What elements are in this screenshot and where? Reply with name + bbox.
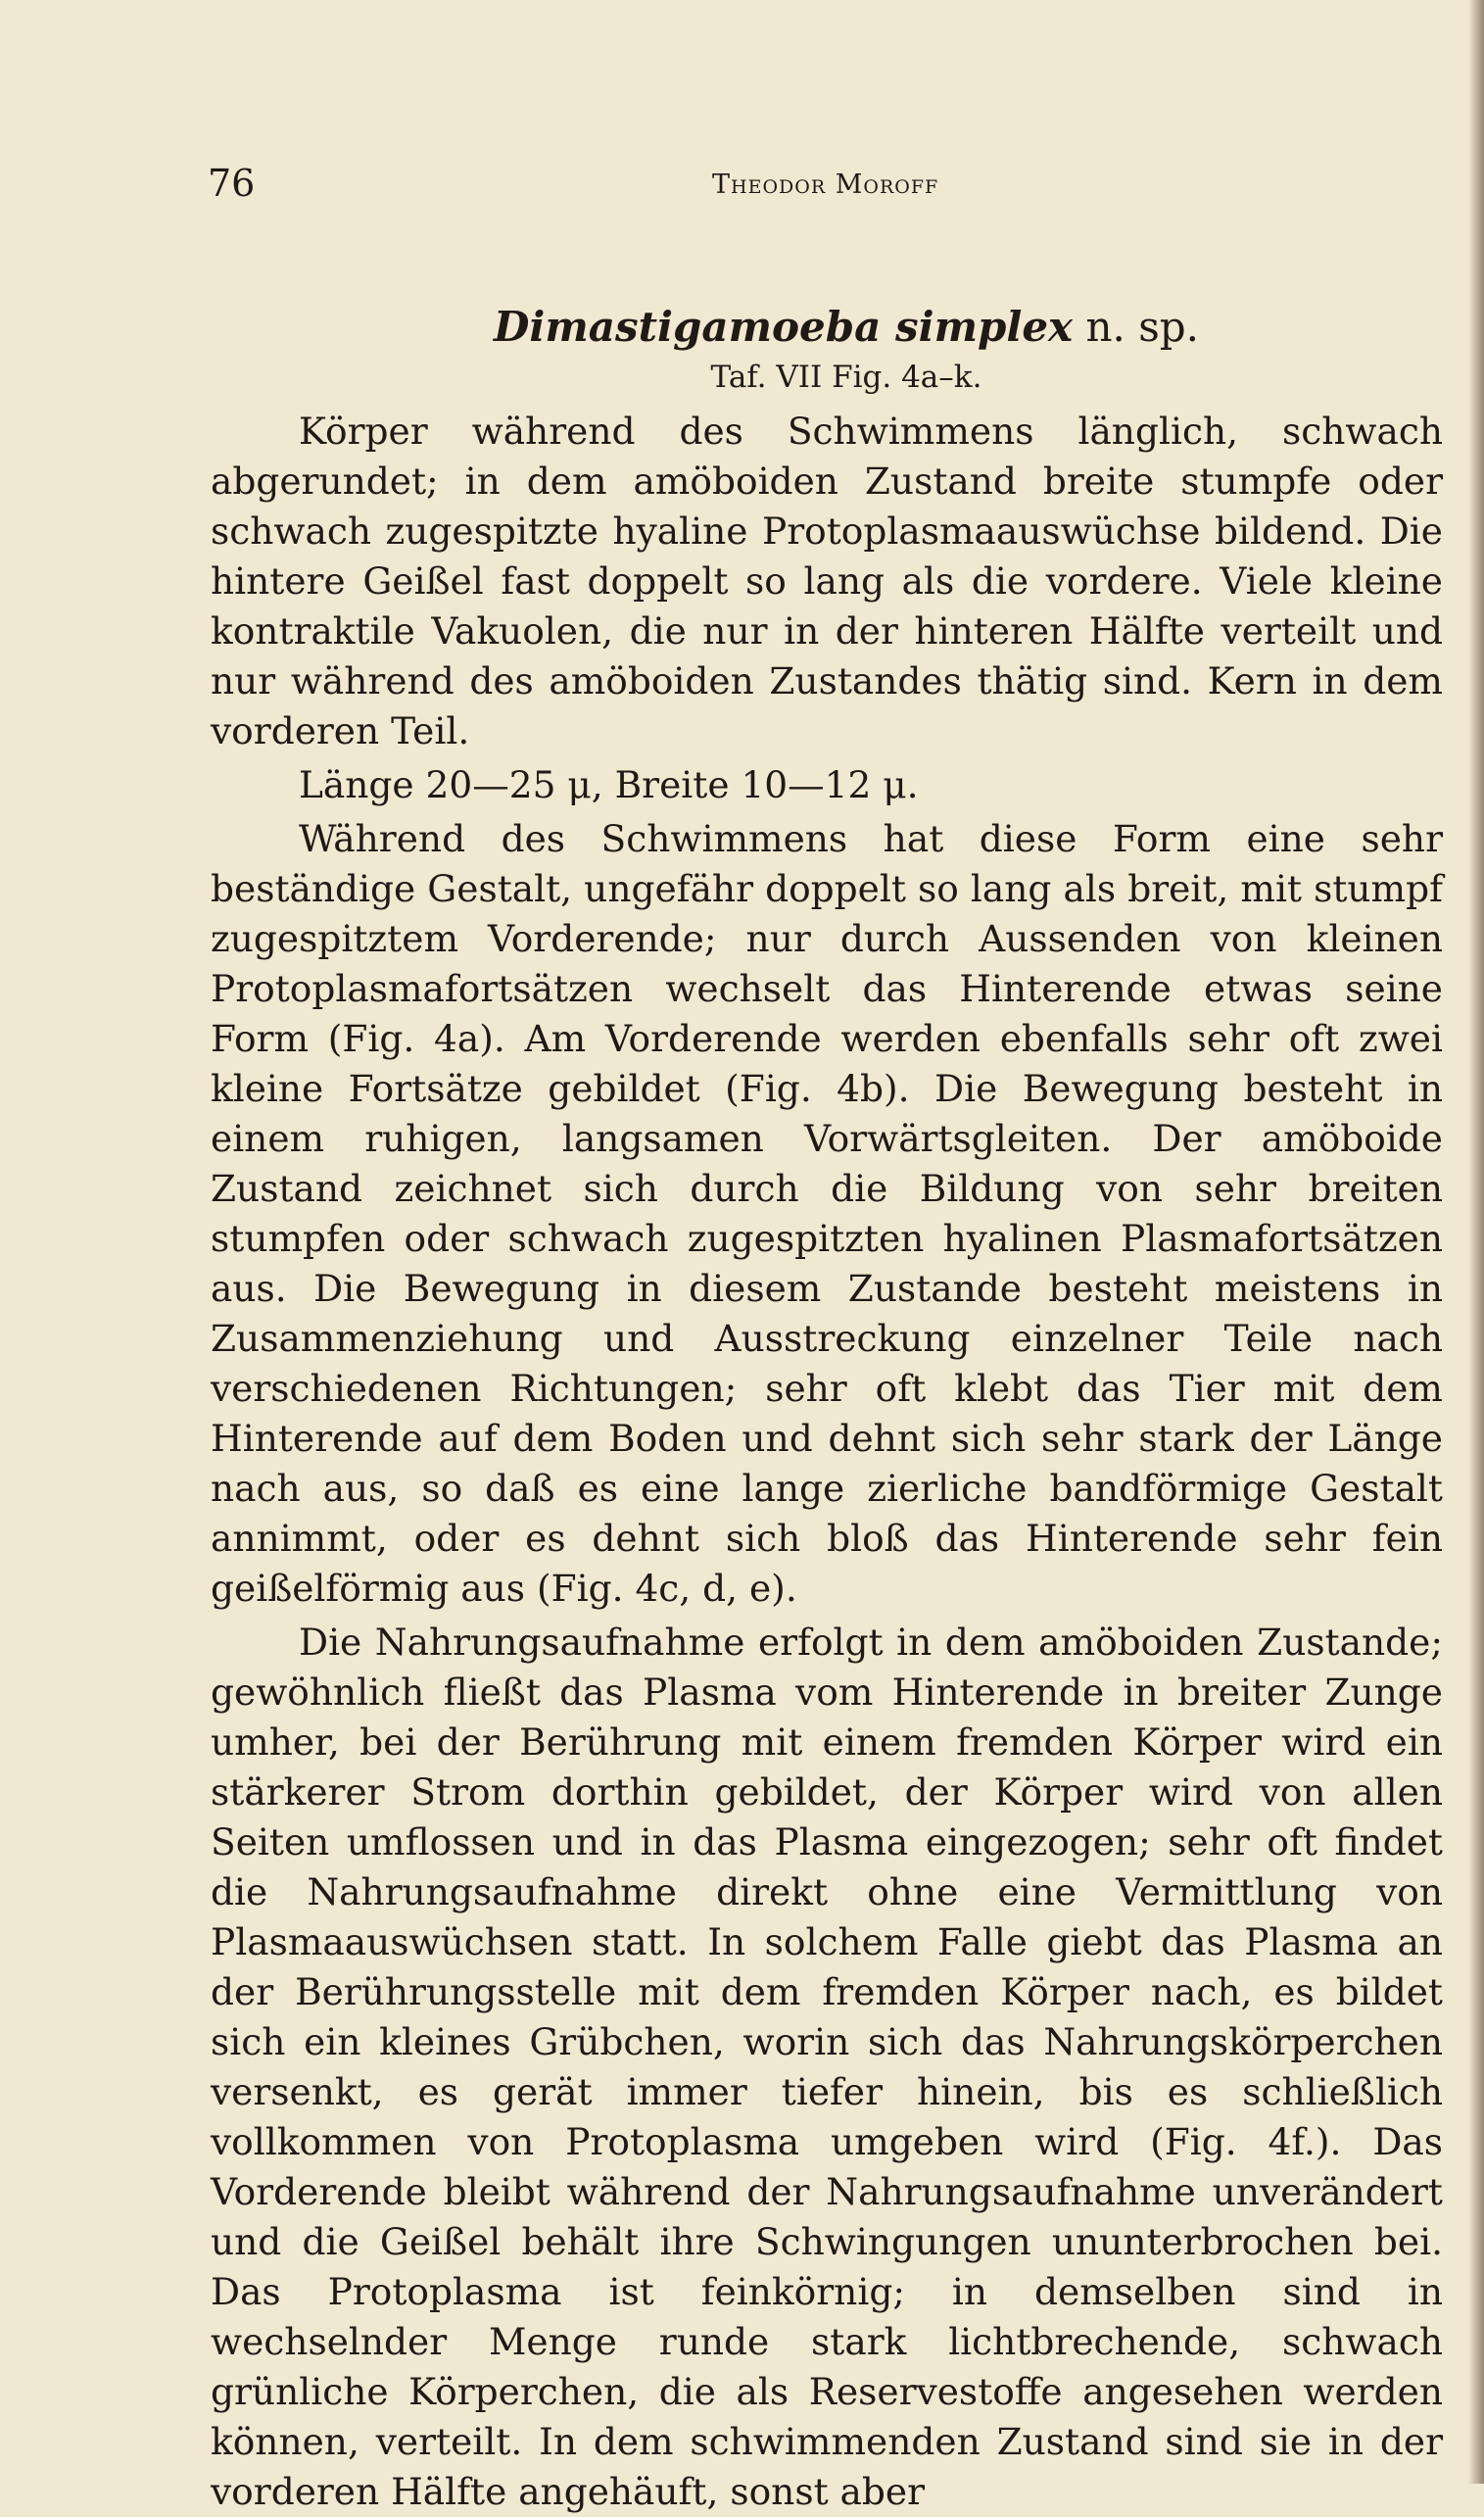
running-title: Theodor Moroff xyxy=(712,169,939,200)
paragraph-diagnosis: Körper während des Schwimmens länglich, schwach abgerundet; in dem amöboiden Zustand breite stumpfe oder schwach zugespitzte hyaline Protoplasmaauswüchse bildend. Die hintere Geißel fast doppelt so lang als die vordere. Viele kleine kontraktile Vakuolen, die nur in der hinteren Hälfte verteilt und nur während des amöboiden Zustandes thätig sind. Kern in dem vorderen Teil. xyxy=(211,410,1443,752)
running-head xyxy=(208,162,1442,220)
paragraph-movement: Während des Schwimmens hat diese Form eine sehr beständige Gestalt, ungefähr doppelt so lang als breit, mit stumpf zugespitztem Vorderende; nur durch Aussenden von kleinen Protoplasmafortsätzen wechselt das Hinterende etwas seine Form (Fig. 4a). Am Vorderende werden ebenfalls sehr oft zwei kleine Fortsätze gebildet (Fig. 4b). Die Bewegung besteht in einem ruhigen, langsamen Vorwärtsgleiten. Der amöboide Zustand zeichnet sich durch die Bildung von sehr breiten stumpfen oder schwach zugespitzten hyalinen Plasmafortsätzen aus. Die Bewegung in diesem Zustande besteht meistens in Zusammenziehung und Ausstreckung einzelner Teile nach verschiedenen Richtungen; sehr oft klebt das Tier mit dem Hinterende auf dem Boden und dehnt sich sehr stark der Länge nach aus, so daß es eine lange zierliche bandförmige Gestalt annimmt, oder es dehnt sich bloß das Hinterende sehr fein geißelförmig aus (Fig. 4c, d, e). xyxy=(211,817,1443,1610)
page-number: 76 xyxy=(208,162,256,205)
plate-reference: Taf. VII Fig. 4a–k. xyxy=(710,360,982,395)
page-edge-shadow xyxy=(1468,0,1484,2484)
species-heading xyxy=(211,299,1443,356)
page-body xyxy=(211,299,1443,2517)
species-name: Dimastigamoeba simplex xyxy=(493,303,1074,351)
paragraph-dimensions: Länge 20—25 μ, Breite 10—12 μ. xyxy=(299,763,919,806)
species-suffix: n. sp. xyxy=(1073,303,1200,351)
paragraph-nutrition: Die Nahrungsaufnahme erfolgt in dem amöboiden Zustande; gewöhnlich fließt das Plasma vom Hinterende in breiter Zunge umher, bei der Berührung mit einem fremden Körper wird ein stärkerer Strom dorthin gebildet, der Körper wird von allen Seiten umflossen und in das Plasma eingezogen; sehr oft findet die Nahrungsaufnahme direkt ohne eine Vermittlung von Plasmaauswüchsen statt. In solchem Falle giebt das Plasma an der Berührungsstelle mit dem fremden Körper nach, es bildet sich ein kleines Grübchen, worin sich das Nahrungskörperchen versenkt, es gerät immer tiefer hinein, bis es schließlich vollkommen von Protoplasma umgeben wird (Fig. 4f.). Das Vorderende bleibt während der Nahrungsaufnahme unverändert und die Geißel behält ihre Schwingungen ununterbrochen bei. Das Protoplasma ist feinkörnig; in demselben sind in wechselnder Menge runde stark lichtbrechende, schwach grünliche Körperchen, die als Reservestoffe angesehen werden können, verteilt. In dem schwimmenden Zustand sind sie in der vorderen Hälfte angehäuft, sonst aber xyxy=(211,1621,1443,2513)
